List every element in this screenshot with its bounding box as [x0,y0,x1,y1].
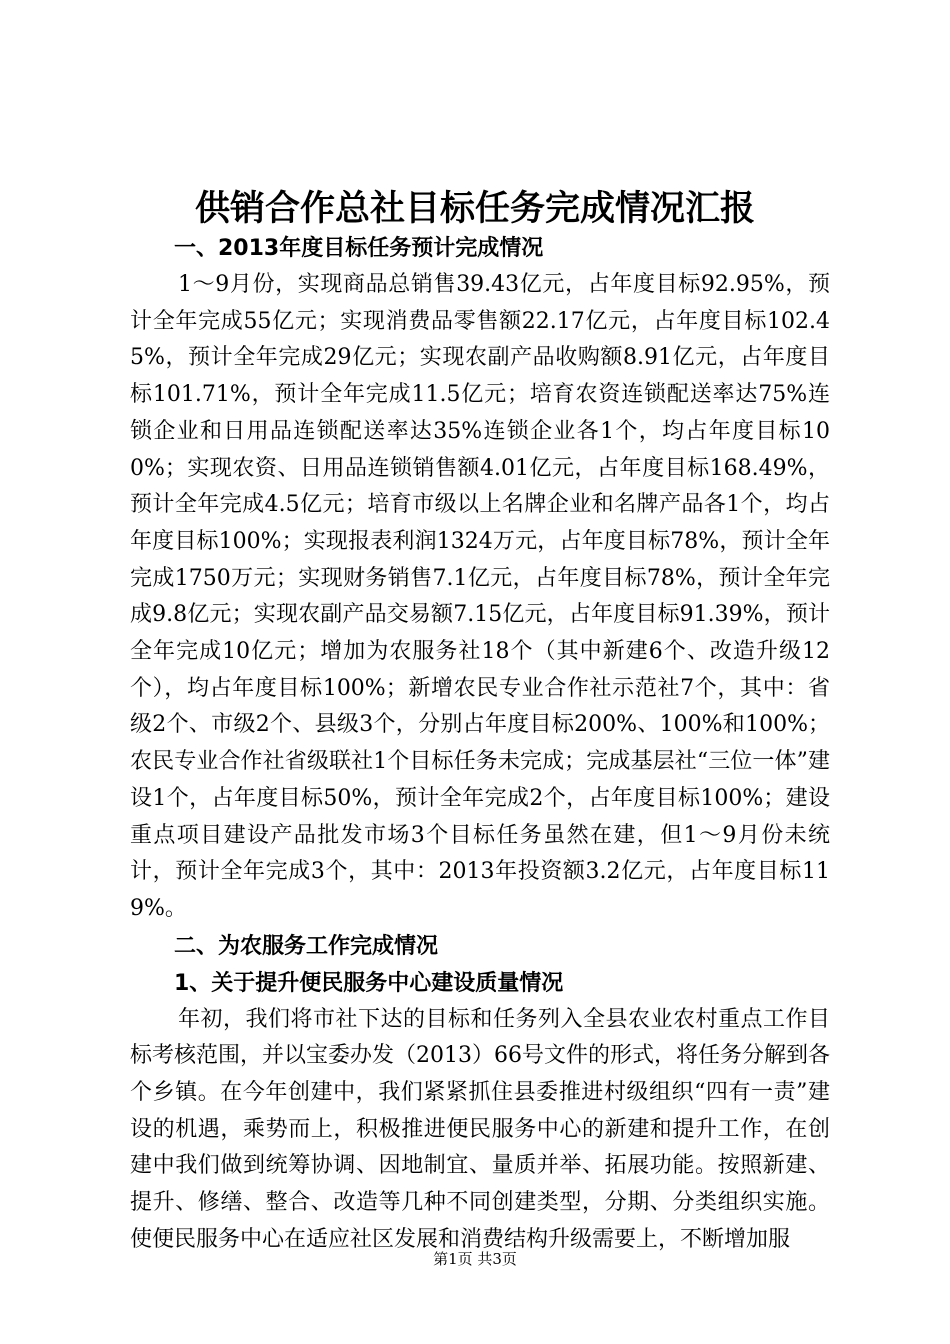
subsection-heading-1: 1、关于提升便民服务中心建设质量情况 [174,970,564,996]
page-footer: 第1页 共3页 [433,1250,517,1268]
document-title: 供销合作总社目标任务完成情况汇报 [194,189,755,229]
document-body [130,230,830,1259]
section-heading-1: 一、2013年度目标任务预计完成情况 [174,236,544,261]
subsection-paragraph-1: 年初，我们将市社下达的目标和任务列入全县农业农村重点工作目标考核范围，并以宝委办发（2013）66号文件的形式，将任务分解到各个乡镇。在今年创建中，我们紧紧抓住县委推进村级组织“四有一责”建设的机遇，乘势而上，积极推进便民服务中心的新建和提升工作，在创建中我们做到统筹协调、因地制宜、量质并举、拓展功能。按照新建、提升、修缮、整合、改造等几种不同创建类型，分期、分类组织实施。使便民服务中心在适应社区发展和消费结构升级需要上，不断增加服 [130,1006,830,1252]
section-paragraph-1: 1～9月份，实现商品总销售39.43亿元，占年度目标92.95%，预计全年完成55亿元；实现消费品零售额22.17亿元，占年度目标102.45%，预计全年完成29亿元；实现农副产品收购额8.91亿元，占年度目标101.71%，预计全年完成11.5亿元；培育农资连锁配送率达75%连锁企业和日用品连锁配送率达35%连锁企业各1个，均占年度目标100%；实现农资、日用品连锁销售额4.01亿元，占年度目标168.49%，预计全年完成4.5亿元；培育市级以上名牌企业和名牌产品各1个，均占年度目标100%；实现报表利润1324万元，占年度目标78%，预计全年完成1750万元；实现财务销售7.1亿元，占年度目标78%，预计全年完成9.8亿元；实现农副产品交易额7.15亿元，占年度目标91.39%，预计全年完成10亿元；增加为农服务社18个（其中新建6个、改造升级12个），均占年度目标100%；新增农民专业合作社示范社7个，其中：省级2个、市级2个、县级3个，分别占年度目标200%、100%和100%；农民专业合作社省级联社1个目标任务未完成；完成基层社“三位一体”建设1个，占年度目标50%，预计全年完成2个，占年度目标100%；建设重点项目建设产品批发市场3个目标任务虽然在建，但1～9月份未统计，预计全年完成3个，其中：2013年投资额3.2亿元，占年度目标119%。 [130,272,830,921]
section-heading-2: 二、为农服务工作完成情况 [174,933,439,959]
